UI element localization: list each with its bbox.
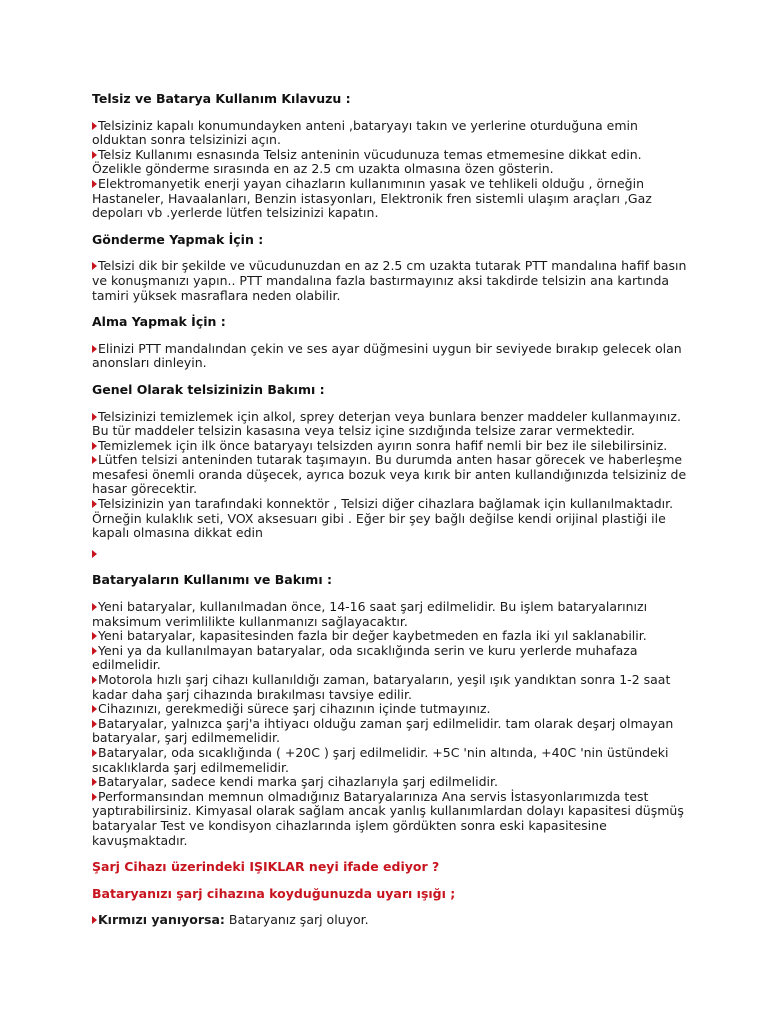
red-triangle-bullet-icon <box>92 647 97 655</box>
red-triangle-bullet-icon <box>92 442 97 450</box>
red-triangle-bullet-icon <box>92 632 97 640</box>
charger-lights-heading: Şarj Cihazı üzerindeki IŞIKLAR neyi ifade ediyor ? <box>92 859 440 875</box>
list-item: Telsizinizin yan tarafındaki konnektör , Telsizi diğer cihazlara bağlamak için kullanılmaktadır. Örneğin kulaklık seti, VOX aksesuarı gibi . Eğer bir şey bağlı değilse kendi orijinal plastiği ile kapalı olmasına dikkat edin <box>92 496 674 541</box>
list-item-empty <box>92 547 692 562</box>
red-triangle-bullet-icon <box>92 793 97 801</box>
list-item <box>92 913 692 928</box>
red-triangle-bullet-icon <box>92 749 97 757</box>
red-triangle-bullet-icon <box>92 720 97 728</box>
list-item: Performansından memnun olmadığınız Bataryalarınıza Ana servis İstasyonlarımızda test yaptırabilirsiniz. Kimyasal olarak sağlam ancak yanlış kullanımlardan dolayı kapasitesi düşmüş bataryalar Test ve kondisyon cihazlarında işlem gördükten sonra eski kapasitesine kavuşmaktadır. <box>92 788 684 848</box>
list-item: Yeni bataryalar, kapasitesinden fazla bir değer kaybetmeden en fazla iki yıl saklanabilir. <box>92 629 692 644</box>
section-heading-guide: Telsiz ve Batarya Kullanım Kılavuzu : <box>92 91 351 106</box>
red-triangle-bullet-icon <box>92 122 97 130</box>
red-triangle-bullet-icon <box>92 916 97 924</box>
red-light-label: Kırmızı yanıyorsa: <box>98 912 225 928</box>
section-list-maintenance <box>92 410 692 562</box>
list-item: Yeni ya da kullanılmayan bataryalar, oda sıcaklığında serin ve kuru yerlerde muhafaza edilmelidir. <box>92 642 638 673</box>
red-triangle-bullet-icon <box>92 778 97 786</box>
red-triangle-bullet-icon <box>92 180 97 188</box>
section-list-transmit <box>92 259 692 303</box>
list-item: Elinizi PTT mandalından çekin ve ses ayar düğmesini uygun bir seviyede bırakıp gelecek olan anonsları dinleyin. <box>92 340 682 371</box>
red-triangle-bullet-icon <box>92 456 97 464</box>
red-triangle-bullet-icon <box>92 676 97 684</box>
section-list-guide <box>92 119 692 221</box>
section-heading-receive: Alma Yapmak İçin : <box>92 314 226 330</box>
red-triangle-bullet-icon <box>92 345 97 353</box>
section-heading-battery: Bataryaların Kullanımı ve Bakımı : <box>92 572 332 588</box>
red-triangle-bullet-icon <box>92 603 97 611</box>
list-item: Elektromanyetik enerji yayan cihazların kullanımının yasak ve tehlikeli olduğu , örneğin Hastaneler, Havaalanları, Benzin istasyonları, Elektronik fren sistemli ulaşım araçları ,Gaz depoları vb .yerlerde lütfen telsizinizi kapatın. <box>92 175 652 221</box>
section-list-battery <box>92 600 692 848</box>
red-triangle-bullet-icon <box>92 151 97 159</box>
red-triangle-bullet-icon <box>92 705 97 713</box>
section-list-receive <box>92 342 692 371</box>
list-item: Cihazınızı, gerekmediği sürece şarj cihazının içinde tutmayınız. <box>92 702 692 717</box>
list-item: Telsiziniz kapalı konumundayken anteni ,bataryayı takın ve yerlerine oturduğuna emin olduktan sonra telsizinizi açın. <box>92 117 638 148</box>
section-heading-transmit: Gönderme Yapmak İçin : <box>92 231 264 247</box>
red-triangle-bullet-icon <box>92 262 97 270</box>
list-item: Telsiz Kullanımı esnasında Telsiz anteninin vücudunuza temas etmemesine dikkat edin. Özelikle gönderme sırasında en az 2.5 cm uzakta olmasına özen gösterin. <box>92 146 642 177</box>
list-item: Bataryalar, sadece kendi marka şarj cihazlarıyla şarj edilmelidir. <box>92 775 692 790</box>
section-heading-maintenance: Genel Olarak telsizinizin Bakımı : <box>92 381 325 397</box>
charger-status-list <box>92 913 692 928</box>
red-light-text: Bataryanız şarj oluyor. <box>224 912 369 928</box>
red-triangle-bullet-icon <box>92 413 97 421</box>
document-page <box>92 92 692 940</box>
list-item: Motorola hızlı şarj cihazı kullanıldığı zaman, bataryaların, yeşil ışık yandıktan sonra 1-2 saat kadar daha şarj cihazında bırakılması tavsiye edilir. <box>92 672 671 702</box>
list-item: Telsizinizi temizlemek için alkol, sprey deterjan veya bunlara benzer maddeler kullanmayınız. Bu tür maddeler telsizin kasasına veya telsiz içine sızdığında telsize zarar vermektedir. <box>92 408 681 439</box>
list-item: Lütfen telsizi anteninden tutarak taşımayın. Bu durumda anten hasar görecek ve haberleşme mesafesi önemli oranda düşecek, ayrıca bozuk veya kırık bir anten kullandığınızda telsiziniz de hasar görecektir. <box>92 452 687 497</box>
charger-warning-heading: Bataryanızı şarj cihazına koyduğunuzda uyarı ışığı ; <box>92 885 456 901</box>
list-item: Bataryalar, oda sıcaklığında ( +20C ) şarj edilmelidir. +5C 'nin altında, +40C 'nin üstündeki sıcaklıklarda şarj edilmemelidir. <box>92 744 669 775</box>
list-item: Temizlemek için ilk önce bataryayı telsizden ayırın sonra hafif nemli bir bez ile silebilirsiniz. <box>92 439 692 454</box>
list-item: Telsizi dik bir şekilde ve vücudunuzdan en az 2.5 cm uzakta tutarak PTT mandalına hafif basın ve konuşmanızı yapın.. PTT mandalına fazla bastırmayınız aksi takdirde telsizin ana kartında tamiri yüksek masraflara neden olabilir. <box>92 258 687 303</box>
list-item: Bataryalar, yalnızca şarj'a ihtiyacı olduğu zaman şarj edilmelidir. tam olarak deşarj olmayan bataryalar, şarj edilmemelidir. <box>92 715 674 746</box>
red-triangle-bullet-icon <box>92 500 97 508</box>
red-triangle-bullet-icon <box>92 550 97 558</box>
list-item: Yeni bataryalar, kullanılmadan önce, 14-16 saat şarj edilmelidir. Bu işlem bataryalarınızı maksimum verimlilikte kullanmanızı sağlayacaktır. <box>92 599 648 629</box>
